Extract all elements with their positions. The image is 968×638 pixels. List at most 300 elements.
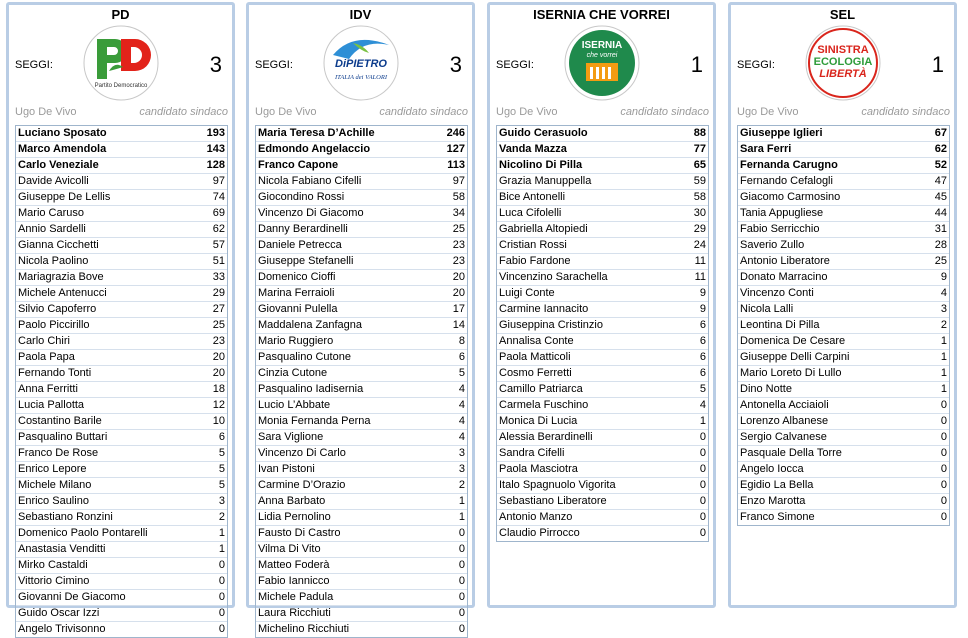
councillor-name: Matteo Foderà	[258, 559, 330, 571]
vote-count: 5	[218, 447, 225, 459]
seggi-count: 1	[931, 52, 944, 77]
list-item	[497, 126, 708, 141]
councillor-name: Sara Ferri	[740, 143, 792, 155]
list-item	[256, 126, 467, 141]
councillor-name: Leontina Di Pilla	[740, 319, 820, 331]
councillor-name: Vincenzo Di Giacomo	[258, 207, 364, 219]
councillor-name: Maddalena Zanfagna	[258, 319, 362, 331]
list-item	[497, 461, 708, 477]
councillor-name: Michele Antenucci	[18, 287, 107, 299]
logo-subtext-2: LIBERTÀ	[819, 68, 867, 80]
councillor-name: Vincenzino Sarachella	[499, 271, 608, 283]
councillor-name: Angelo Trivisonno	[18, 623, 106, 635]
vote-count: 12	[212, 399, 225, 411]
list-item	[738, 493, 949, 509]
vote-count: 27	[212, 303, 225, 315]
vote-list	[496, 125, 709, 542]
councillor-name: Nicola Fabiano Cifelli	[258, 175, 362, 187]
list-item	[738, 477, 949, 493]
list-item	[256, 477, 467, 493]
logo-subtext: che vorrei	[586, 52, 618, 59]
vote-count: 62	[212, 223, 225, 235]
councillor-name: Dino Notte	[740, 383, 792, 395]
vote-count: 25	[212, 319, 225, 331]
vote-count: 0	[940, 431, 947, 443]
candidate-name: Ugo De Vivo	[15, 106, 77, 118]
logo-text: ISERNIA	[581, 40, 623, 51]
vote-count: 6	[699, 351, 706, 363]
councillor-name: Alessia Berardinelli	[499, 431, 593, 443]
councillor-name: Luciano Sposato	[18, 127, 107, 139]
list-item	[16, 141, 227, 157]
list-item	[738, 237, 949, 253]
councillor-name: Claudio Pirrocco	[499, 527, 580, 539]
councillor-name: Guido Oscar Izzi	[18, 607, 100, 619]
vote-count: 1	[940, 383, 947, 395]
party-title: ISERNIA CHE VORREI	[533, 7, 670, 22]
seggi-label: SEGGI:	[255, 59, 293, 71]
vote-count: 4	[940, 287, 947, 299]
list-item	[256, 429, 467, 445]
panel-pd	[6, 2, 235, 635]
vote-count: 0	[699, 463, 706, 475]
list-item	[16, 349, 227, 365]
list-item	[497, 381, 708, 397]
vote-count: 20	[452, 271, 465, 283]
list-item	[256, 541, 467, 557]
list-item	[256, 301, 467, 317]
vote-count: 6	[458, 351, 465, 363]
vote-count: 6	[699, 335, 706, 347]
list-item	[256, 621, 467, 637]
councillor-name: Giacomo Carmosino	[740, 191, 841, 203]
councillor-name: Michele Milano	[18, 479, 92, 491]
councillor-name: Saverio Zullo	[740, 239, 805, 251]
vote-count: 0	[218, 575, 225, 587]
councillor-name: Pasqualino Buttari	[18, 431, 108, 443]
list-item	[16, 301, 227, 317]
councillor-name: Giuseppe Delli Carpini	[740, 351, 850, 363]
party-title: SEL	[829, 7, 856, 22]
vote-list	[15, 125, 228, 638]
list-item	[497, 269, 708, 285]
seggi-count: 3	[209, 52, 222, 77]
vote-list	[737, 125, 950, 526]
list-item	[738, 221, 949, 237]
vote-count: 0	[458, 591, 465, 603]
councillor-name: Antonella Acciaioli	[740, 399, 829, 411]
list-item	[497, 445, 708, 461]
list-item	[16, 397, 227, 413]
councillor-name: Paola Masciotra	[499, 463, 578, 475]
list-item	[497, 237, 708, 253]
councillor-name: Vittorio Cimino	[18, 575, 90, 587]
party-title: PD	[111, 7, 130, 22]
councillor-name: Giovanni Pulella	[258, 303, 338, 315]
list-item	[256, 141, 467, 157]
list-item	[738, 205, 949, 221]
list-item	[256, 493, 467, 509]
vote-count: 246	[446, 127, 465, 139]
vote-count: 34	[452, 207, 465, 219]
vote-count: 0	[940, 479, 947, 491]
vote-count: 1	[940, 367, 947, 379]
vote-count: 52	[934, 159, 947, 171]
councillor-name: Cinzia Cutone	[258, 367, 328, 379]
vote-count: 0	[218, 607, 225, 619]
councillor-name: Fabio Iannicco	[258, 575, 330, 587]
candidate-role: candidato sindaco	[861, 106, 950, 118]
list-item	[738, 397, 949, 413]
list-item	[738, 301, 949, 317]
councillor-name: Silvio Capoferro	[18, 303, 97, 315]
vote-count: 0	[458, 559, 465, 571]
councillor-name: Pasqualino Cutone	[258, 351, 351, 363]
councillor-name: Vincenzo Di Carlo	[258, 447, 346, 459]
vote-count: 11	[694, 271, 706, 283]
vote-count: 45	[934, 191, 947, 203]
list-item	[16, 269, 227, 285]
vote-count: 4	[699, 399, 706, 411]
list-item	[497, 365, 708, 381]
list-item	[497, 301, 708, 317]
councillor-name: Franco Simone	[740, 511, 815, 523]
list-item	[16, 461, 227, 477]
councillor-name: Sebastiano Ronzini	[18, 511, 113, 523]
vote-count: 0	[699, 527, 706, 539]
vote-count: 1	[458, 495, 465, 507]
list-item	[497, 205, 708, 221]
idv-logo-icon	[323, 25, 399, 101]
councillor-name: Carmela Fuschino	[499, 399, 589, 411]
vote-count: 2	[940, 319, 947, 331]
vote-count: 0	[458, 623, 465, 635]
list-item	[497, 349, 708, 365]
list-item	[256, 557, 467, 573]
list-item	[16, 365, 227, 381]
vote-count: 14	[452, 319, 465, 331]
list-item	[16, 173, 227, 189]
list-item	[16, 381, 227, 397]
councillor-name: Fabio Fardone	[499, 255, 571, 267]
councillor-name: Nicolino Di Pilla	[499, 159, 583, 171]
logo-text: DiPIETRO	[335, 58, 387, 70]
panel-idv	[246, 2, 475, 635]
vote-count: 4	[458, 399, 465, 411]
vote-count: 24	[693, 239, 706, 251]
list-item	[16, 126, 227, 141]
candidate-row	[15, 106, 228, 120]
vote-count: 30	[693, 207, 706, 219]
vote-count: 0	[699, 479, 706, 491]
councillor-name: Antonio Manzo	[499, 511, 573, 523]
vote-count: 33	[212, 271, 225, 283]
list-item	[256, 397, 467, 413]
councillor-name: Fernando Tonti	[18, 367, 92, 379]
list-item	[497, 221, 708, 237]
list-item	[738, 349, 949, 365]
list-item	[256, 461, 467, 477]
list-item	[16, 541, 227, 557]
list-item	[16, 317, 227, 333]
councillor-name: Marco Amendola	[18, 143, 107, 155]
list-item	[497, 157, 708, 173]
list-item	[16, 253, 227, 269]
list-item	[738, 253, 949, 269]
isernia-logo-icon	[564, 25, 640, 101]
list-item	[738, 141, 949, 157]
vote-count: 3	[458, 447, 465, 459]
councillor-name: Paolo Piccirillo	[18, 319, 90, 331]
list-item	[497, 429, 708, 445]
councillor-name: Fernando Cefalogli	[740, 175, 833, 187]
vote-count: 20	[212, 351, 225, 363]
list-item	[738, 381, 949, 397]
councillor-name: Monica Di Lucia	[499, 415, 578, 427]
councillor-name: Vanda Mazza	[499, 143, 567, 155]
councillor-name: Angelo Iocca	[740, 463, 804, 475]
councillor-name: Donato Marracino	[740, 271, 828, 283]
councillor-name: Laura Ricchiuti	[258, 607, 331, 619]
councillor-name: Giuseppe Iglieri	[740, 127, 823, 139]
vote-count: 0	[458, 607, 465, 619]
councillor-name: Michele Padula	[258, 591, 334, 603]
seggi-count: 1	[690, 52, 703, 77]
councillor-name: Giuseppina Cristinzio	[499, 319, 603, 331]
list-item	[738, 285, 949, 301]
vote-count: 0	[940, 415, 947, 427]
vote-count: 88	[693, 127, 706, 139]
vote-count: 0	[458, 575, 465, 587]
list-item	[497, 317, 708, 333]
list-item	[256, 269, 467, 285]
councillor-name: Italo Spagnuolo Vigorita	[499, 479, 616, 491]
candidate-role: candidato sindaco	[139, 106, 228, 118]
candidate-row	[737, 106, 950, 120]
list-item	[497, 285, 708, 301]
list-item	[738, 333, 949, 349]
vote-count: 67	[934, 127, 947, 139]
vote-count: 29	[212, 287, 225, 299]
councillor-name: Enzo Marotta	[740, 495, 806, 507]
councillor-name: Carlo Chiri	[18, 335, 70, 347]
list-item	[497, 413, 708, 429]
vote-count: 62	[934, 143, 947, 155]
councillor-name: Maria Teresa D’Achille	[258, 127, 375, 139]
vote-count: 97	[452, 175, 465, 187]
candidate-name: Ugo De Vivo	[737, 106, 799, 118]
list-item	[256, 333, 467, 349]
councillor-name: Paola Papa	[18, 351, 75, 363]
councillor-name: Ivan Pistoni	[258, 463, 315, 475]
councillor-name: Domenico Paolo Pontarelli	[18, 527, 148, 539]
councillor-name: Antonio Liberatore	[740, 255, 830, 267]
councillor-name: Lidia Pernolino	[258, 511, 331, 523]
councillor-name: Danny Berardinelli	[258, 223, 348, 235]
list-item	[256, 173, 467, 189]
vote-count: 57	[212, 239, 225, 251]
councillor-name: Mariagrazia Bove	[18, 271, 104, 283]
list-item	[738, 365, 949, 381]
list-item	[256, 253, 467, 269]
councillor-name: Nicola Paolino	[18, 255, 89, 267]
councillor-name: Carlo Veneziale	[18, 159, 99, 171]
list-item	[497, 173, 708, 189]
list-item	[738, 189, 949, 205]
councillor-name: Lucio L’Abbate	[258, 399, 331, 411]
list-item	[256, 605, 467, 621]
councillor-name: Mirko Castaldi	[18, 559, 88, 571]
vote-list	[255, 125, 468, 638]
councillor-name: Sergio Calvanese	[740, 431, 827, 443]
logo-text: SINISTRA	[817, 44, 869, 56]
councillor-name: Annio Sardelli	[18, 223, 86, 235]
candidate-name: Ugo De Vivo	[496, 106, 558, 118]
vote-count: 6	[699, 367, 706, 379]
vote-count: 0	[218, 559, 225, 571]
seggi-label: SEGGI:	[737, 59, 775, 71]
vote-count: 47	[934, 175, 947, 187]
vote-count: 1	[458, 511, 465, 523]
vote-count: 59	[693, 175, 706, 187]
list-item	[16, 525, 227, 541]
vote-count: 18	[212, 383, 225, 395]
councillor-name: Gianna Cicchetti	[18, 239, 99, 251]
list-item	[16, 157, 227, 173]
councillor-name: Cristian Rossi	[499, 239, 567, 251]
vote-count: 25	[452, 223, 465, 235]
vote-count: 31	[934, 223, 947, 235]
councillor-name: Davide Avicolli	[18, 175, 89, 187]
vote-count: 58	[693, 191, 706, 203]
councillor-name: Giuseppe Stefanelli	[258, 255, 354, 267]
vote-count: 9	[940, 271, 947, 283]
candidate-name: Ugo De Vivo	[255, 106, 317, 118]
vote-count: 0	[699, 431, 706, 443]
vote-count: 25	[934, 255, 947, 267]
list-item	[738, 509, 949, 525]
list-item	[256, 413, 467, 429]
councillor-name: Fausto Di Castro	[258, 527, 341, 539]
party-title: IDV	[349, 7, 372, 22]
sel-logo-icon	[805, 25, 881, 101]
vote-count: 0	[940, 511, 947, 523]
candidate-row	[255, 106, 468, 120]
councillor-name: Michelino Ricchiuti	[258, 623, 350, 635]
list-item	[738, 461, 949, 477]
list-item	[497, 525, 708, 541]
vote-count: 51	[212, 255, 225, 267]
councillor-name: Nicola Lalli	[740, 303, 794, 315]
vote-count: 23	[212, 335, 225, 347]
councillor-name: Costantino Barile	[18, 415, 102, 427]
list-item	[738, 173, 949, 189]
councillor-name: Vincenzo Conti	[740, 287, 814, 299]
councillor-name: Guido Cerasuolo	[499, 127, 588, 139]
list-item	[256, 445, 467, 461]
pd-logo-icon	[83, 25, 159, 101]
councillor-name: Anna Barbato	[258, 495, 326, 507]
councillor-name: Enrico Saulino	[18, 495, 89, 507]
councillor-name: Franco Capone	[258, 159, 339, 171]
list-item	[256, 349, 467, 365]
councillor-name: Carmine Iannacito	[499, 303, 589, 315]
vote-count: 23	[452, 239, 465, 251]
list-item	[16, 237, 227, 253]
vote-count: 11	[694, 255, 706, 267]
vote-count: 0	[940, 463, 947, 475]
vote-count: 1	[218, 527, 225, 539]
councillor-name: Camillo Patriarca	[499, 383, 583, 395]
councillor-name: Daniele Petrecca	[258, 239, 342, 251]
vote-count: 28	[934, 239, 947, 251]
councillor-name: Anastasia Venditti	[18, 543, 106, 555]
vote-count: 10	[212, 415, 225, 427]
vote-count: 1	[218, 543, 225, 555]
vote-count: 1	[699, 415, 706, 427]
logo-subtext: ECOLOGIA	[813, 56, 873, 68]
list-item	[16, 285, 227, 301]
vote-count: 8	[458, 335, 465, 347]
list-item	[497, 253, 708, 269]
list-item	[256, 381, 467, 397]
vote-count: 3	[218, 495, 225, 507]
vote-count: 97	[212, 175, 225, 187]
councillor-name: Sebastiano Liberatore	[499, 495, 607, 507]
candidate-row	[496, 106, 709, 120]
candidate-role: candidato sindaco	[379, 106, 468, 118]
list-item	[497, 493, 708, 509]
vote-count: 2	[218, 511, 225, 523]
list-item	[256, 205, 467, 221]
seggi-label: SEGGI:	[496, 59, 534, 71]
list-item	[738, 445, 949, 461]
councillor-name: Fabio Serricchio	[740, 223, 820, 235]
councillor-name: Luigi Conte	[499, 287, 555, 299]
vote-count: 23	[452, 255, 465, 267]
councillor-name: Gabriella Altopiedi	[499, 223, 588, 235]
list-item	[16, 221, 227, 237]
list-item	[497, 477, 708, 493]
vote-count: 4	[458, 431, 465, 443]
vote-count: 74	[212, 191, 225, 203]
logo-text: Partito Democratico	[94, 83, 148, 89]
councillor-name: Mario Caruso	[18, 207, 85, 219]
councillor-name: Carmine D’Orazio	[258, 479, 346, 491]
vote-count: 5	[458, 367, 465, 379]
vote-count: 1	[940, 335, 947, 347]
list-item	[16, 333, 227, 349]
vote-count: 3	[458, 463, 465, 475]
councillor-name: Giocondino Rossi	[258, 191, 345, 203]
councillor-name: Vilma Di Vito	[258, 543, 321, 555]
vote-count: 4	[458, 415, 465, 427]
vote-count: 0	[458, 527, 465, 539]
councillor-name: Lucia Pallotta	[18, 399, 85, 411]
councillor-name: Domenico Cioffi	[258, 271, 336, 283]
councillor-name: Fernanda Carugno	[740, 159, 838, 171]
councillor-name: Mario Loreto Di Lullo	[740, 367, 842, 379]
vote-count: 77	[693, 143, 706, 155]
councillor-name: Lorenzo Albanese	[740, 415, 829, 427]
logo-subtext: ITALIA dei VALORI	[335, 74, 387, 81]
councillor-name: Giuseppe De Lellis	[18, 191, 111, 203]
panel-sel	[728, 2, 957, 608]
list-item	[256, 573, 467, 589]
vote-count: 44	[934, 207, 947, 219]
list-item	[16, 605, 227, 621]
councillor-name: Mario Ruggiero	[258, 335, 334, 347]
